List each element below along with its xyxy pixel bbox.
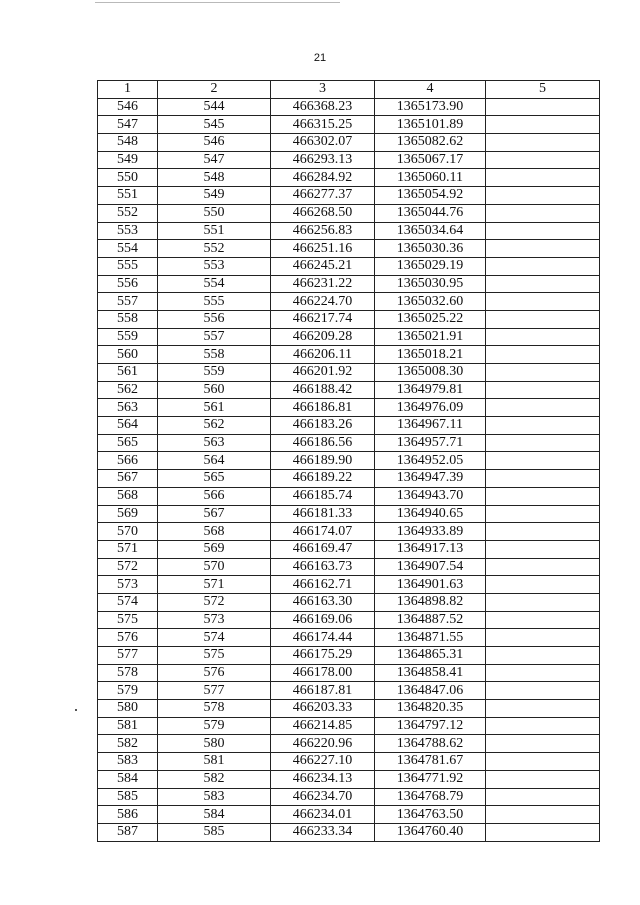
table-cell: 557 (158, 328, 271, 346)
column-header: 1 (98, 81, 158, 99)
table-row (98, 629, 600, 647)
table-cell (486, 116, 600, 134)
table-cell: 546 (158, 134, 271, 152)
table-cell: 582 (98, 735, 158, 753)
table-cell: 555 (98, 257, 158, 275)
table-cell (486, 452, 600, 470)
table-row (98, 523, 600, 541)
table-cell: 1364917.13 (375, 540, 486, 558)
table-cell: 1364947.39 (375, 470, 486, 488)
table-cell: 466183.26 (271, 417, 375, 435)
table-row (98, 346, 600, 364)
table-cell: 577 (158, 682, 271, 700)
table-cell: 547 (158, 151, 271, 169)
table-cell: 466188.42 (271, 381, 375, 399)
table-cell (486, 540, 600, 558)
table-cell: 554 (158, 275, 271, 293)
table-cell: 1365034.64 (375, 222, 486, 240)
table-cell: 1364901.63 (375, 576, 486, 594)
table-cell: 555 (158, 293, 271, 311)
table-cell: 553 (98, 222, 158, 240)
table-cell: 561 (158, 399, 271, 417)
column-header: 5 (486, 81, 600, 99)
table-cell: 560 (98, 346, 158, 364)
table-cell: 466169.47 (271, 540, 375, 558)
table-cell: 1364781.67 (375, 753, 486, 771)
table-cell (486, 647, 600, 665)
table-cell: 565 (158, 470, 271, 488)
table-cell: 572 (158, 593, 271, 611)
table-cell: 552 (98, 204, 158, 222)
table-cell: 1365082.62 (375, 134, 486, 152)
table-cell: 577 (98, 647, 158, 665)
table-cell: 563 (158, 434, 271, 452)
table-row (98, 700, 600, 718)
table-cell: 1364933.89 (375, 523, 486, 541)
table-cell: 568 (98, 487, 158, 505)
table-row (98, 169, 600, 187)
table-cell (486, 257, 600, 275)
table-row (98, 240, 600, 258)
table-cell (486, 417, 600, 435)
table-cell: 1365060.11 (375, 169, 486, 187)
table-cell: 466234.13 (271, 770, 375, 788)
table-cell: 466174.07 (271, 523, 375, 541)
table-cell: 571 (98, 540, 158, 558)
table-cell: 466178.00 (271, 664, 375, 682)
table-cell: 466203.33 (271, 700, 375, 718)
table-cell: 580 (98, 700, 158, 718)
table-cell: 567 (158, 505, 271, 523)
table-cell: 466293.13 (271, 151, 375, 169)
table-row (98, 134, 600, 152)
table-cell (486, 328, 600, 346)
column-header: 4 (375, 81, 486, 99)
table-cell: 565 (98, 434, 158, 452)
table-cell: 1364898.82 (375, 593, 486, 611)
table-cell (486, 240, 600, 258)
table-cell: 584 (98, 770, 158, 788)
table-cell: 1365173.90 (375, 98, 486, 116)
table-cell: 562 (158, 417, 271, 435)
table-cell: 1364887.52 (375, 611, 486, 629)
table-cell: 466186.56 (271, 434, 375, 452)
table-row (98, 434, 600, 452)
table-row (98, 187, 600, 205)
table-cell: 1364768.79 (375, 788, 486, 806)
table-cell (486, 364, 600, 382)
table-row (98, 293, 600, 311)
table-cell: 1365030.95 (375, 275, 486, 293)
table-cell: 466217.74 (271, 310, 375, 328)
table-cell (486, 187, 600, 205)
table-cell: 554 (98, 240, 158, 258)
table-row (98, 487, 600, 505)
table-cell: 564 (98, 417, 158, 435)
table-cell (486, 629, 600, 647)
table-cell: 1364943.70 (375, 487, 486, 505)
table-row (98, 788, 600, 806)
table-cell: 1365025.22 (375, 310, 486, 328)
table-cell: 562 (98, 381, 158, 399)
table-cell: 575 (158, 647, 271, 665)
table-row (98, 381, 600, 399)
table-row (98, 257, 600, 275)
table-cell (486, 346, 600, 364)
table-cell (486, 470, 600, 488)
table-cell (486, 753, 600, 771)
table-cell: 466175.29 (271, 647, 375, 665)
table-cell: 1364820.35 (375, 700, 486, 718)
table-row (98, 576, 600, 594)
table-cell (486, 505, 600, 523)
table-cell: 566 (98, 452, 158, 470)
table-cell: 563 (98, 399, 158, 417)
table-cell: 1365018.21 (375, 346, 486, 364)
table-cell: 466206.11 (271, 346, 375, 364)
table-cell: 573 (158, 611, 271, 629)
table-row (98, 770, 600, 788)
table-cell: 466233.34 (271, 823, 375, 841)
table-cell: 466186.81 (271, 399, 375, 417)
table-row (98, 611, 600, 629)
table-cell (486, 770, 600, 788)
table-cell: 558 (98, 310, 158, 328)
table-row (98, 399, 600, 417)
table-cell: 573 (98, 576, 158, 594)
table-cell: 551 (158, 222, 271, 240)
table-cell: 585 (158, 823, 271, 841)
table-cell: 556 (98, 275, 158, 293)
table-cell: 466220.96 (271, 735, 375, 753)
table-cell: 466185.74 (271, 487, 375, 505)
table-row (98, 593, 600, 611)
table-row (98, 540, 600, 558)
table-cell (486, 717, 600, 735)
table-row (98, 275, 600, 293)
table-cell: 1365032.60 (375, 293, 486, 311)
table-row (98, 204, 600, 222)
table-cell: 544 (158, 98, 271, 116)
table-cell: 1364967.11 (375, 417, 486, 435)
table-row (98, 682, 600, 700)
table-cell: 466181.33 (271, 505, 375, 523)
table-cell: 466231.22 (271, 275, 375, 293)
table-cell: 548 (158, 169, 271, 187)
table-cell (486, 151, 600, 169)
table-cell: 466162.71 (271, 576, 375, 594)
table-cell: 1365067.17 (375, 151, 486, 169)
table-cell: 1365101.89 (375, 116, 486, 134)
table-cell: 466163.30 (271, 593, 375, 611)
table-cell: 1364858.41 (375, 664, 486, 682)
table-row (98, 151, 600, 169)
table-cell: 557 (98, 293, 158, 311)
table-cell (486, 381, 600, 399)
table-cell: 569 (98, 505, 158, 523)
table-cell: 466234.70 (271, 788, 375, 806)
table-cell: 1364771.92 (375, 770, 486, 788)
top-rule (95, 2, 340, 3)
table-cell: 1364865.31 (375, 647, 486, 665)
table-cell: 582 (158, 770, 271, 788)
table-cell: 569 (158, 540, 271, 558)
table-cell (486, 134, 600, 152)
table-cell: 552 (158, 240, 271, 258)
table-row (98, 717, 600, 735)
table-cell: 466189.90 (271, 452, 375, 470)
table-row (98, 116, 600, 134)
table-cell (486, 487, 600, 505)
table-cell: 581 (158, 753, 271, 771)
table-cell (486, 700, 600, 718)
page-number: 21 (313, 52, 327, 64)
table-cell: 578 (98, 664, 158, 682)
table-cell (486, 611, 600, 629)
column-header: 3 (271, 81, 375, 99)
table-cell (486, 576, 600, 594)
table-cell: 466245.21 (271, 257, 375, 275)
table-cell: 466187.81 (271, 682, 375, 700)
table-cell: 578 (158, 700, 271, 718)
table-cell: 570 (158, 558, 271, 576)
table-cell: 466315.25 (271, 116, 375, 134)
table-cell: 1364952.05 (375, 452, 486, 470)
table-cell: 575 (98, 611, 158, 629)
table-row (98, 328, 600, 346)
table-cell: 548 (98, 134, 158, 152)
table-cell: 466169.06 (271, 611, 375, 629)
table-cell: 1364763.50 (375, 806, 486, 824)
table-cell: 571 (158, 576, 271, 594)
table-cell: 1365044.76 (375, 204, 486, 222)
table-cell: 560 (158, 381, 271, 399)
table-cell: 1364940.65 (375, 505, 486, 523)
table-row (98, 222, 600, 240)
table-cell: 1365029.19 (375, 257, 486, 275)
table-cell (486, 293, 600, 311)
table-cell: 1365008.30 (375, 364, 486, 382)
table-cell: 550 (158, 204, 271, 222)
table-body (98, 98, 600, 841)
table-cell: 1364847.06 (375, 682, 486, 700)
table-cell: 466209.28 (271, 328, 375, 346)
table-row (98, 505, 600, 523)
column-header: 2 (158, 81, 271, 99)
table-cell: 466189.22 (271, 470, 375, 488)
table-cell: 466302.07 (271, 134, 375, 152)
table-cell: 1364907.54 (375, 558, 486, 576)
table-cell: 1364979.81 (375, 381, 486, 399)
table-cell: 547 (98, 116, 158, 134)
table-cell (486, 275, 600, 293)
table-cell: 549 (158, 187, 271, 205)
table-row (98, 753, 600, 771)
table-cell: 587 (98, 823, 158, 841)
table-cell: 466214.85 (271, 717, 375, 735)
table-cell: 574 (98, 593, 158, 611)
table-row (98, 452, 600, 470)
table-cell: 586 (98, 806, 158, 824)
table-cell: 466251.16 (271, 240, 375, 258)
table-cell (486, 310, 600, 328)
table-cell: 566 (158, 487, 271, 505)
table-cell: 466234.01 (271, 806, 375, 824)
table-cell: 559 (158, 364, 271, 382)
table-cell: 576 (158, 664, 271, 682)
table-row (98, 823, 600, 841)
table-cell (486, 806, 600, 824)
table-cell (486, 823, 600, 841)
table-cell: 1364871.55 (375, 629, 486, 647)
table-cell (486, 664, 600, 682)
table-cell: 466227.10 (271, 753, 375, 771)
table-cell (486, 204, 600, 222)
table-cell: 570 (98, 523, 158, 541)
table-cell (486, 523, 600, 541)
table-cell: 585 (98, 788, 158, 806)
table-cell: 466174.44 (271, 629, 375, 647)
table-row (98, 558, 600, 576)
table-cell: 583 (98, 753, 158, 771)
table-cell: 567 (98, 470, 158, 488)
table-cell: 466224.70 (271, 293, 375, 311)
table-cell (486, 169, 600, 187)
table-row (98, 364, 600, 382)
table-cell: 466368.23 (271, 98, 375, 116)
table-cell: 1364797.12 (375, 717, 486, 735)
table-row (98, 310, 600, 328)
table-cell: 546 (98, 98, 158, 116)
table-cell: 583 (158, 788, 271, 806)
table-cell (486, 735, 600, 753)
table-cell: 466256.83 (271, 222, 375, 240)
table-cell: 466201.92 (271, 364, 375, 382)
table-row (98, 735, 600, 753)
table-row (98, 98, 600, 116)
scan-speck (75, 709, 77, 711)
table-cell: 466284.92 (271, 169, 375, 187)
table-cell (486, 399, 600, 417)
table-row (98, 470, 600, 488)
table-cell: 466163.73 (271, 558, 375, 576)
table-row (98, 417, 600, 435)
table-cell: 466277.37 (271, 187, 375, 205)
table-cell: 549 (98, 151, 158, 169)
table-cell: 551 (98, 187, 158, 205)
table-cell: 1365030.36 (375, 240, 486, 258)
table-row (98, 647, 600, 665)
table-cell (486, 222, 600, 240)
table-cell: 556 (158, 310, 271, 328)
table-cell: 579 (158, 717, 271, 735)
table-cell: 580 (158, 735, 271, 753)
table-cell: 581 (98, 717, 158, 735)
table-cell: 568 (158, 523, 271, 541)
table-cell (486, 682, 600, 700)
table-cell: 1364976.09 (375, 399, 486, 417)
table-cell: 574 (158, 629, 271, 647)
table-cell: 579 (98, 682, 158, 700)
table-cell: 545 (158, 116, 271, 134)
table-row (98, 664, 600, 682)
table-cell: 584 (158, 806, 271, 824)
table-cell: 1365021.91 (375, 328, 486, 346)
table-cell: 561 (98, 364, 158, 382)
table-cell: 1365054.92 (375, 187, 486, 205)
table-cell: 559 (98, 328, 158, 346)
table-cell (486, 788, 600, 806)
table-cell: 1364957.71 (375, 434, 486, 452)
table-cell: 553 (158, 257, 271, 275)
table-cell: 1364788.62 (375, 735, 486, 753)
table-cell (486, 434, 600, 452)
table-cell: 558 (158, 346, 271, 364)
table-header-row (98, 81, 600, 99)
coordinates-table (97, 80, 600, 842)
table-cell: 1364760.40 (375, 823, 486, 841)
table-cell: 466268.50 (271, 204, 375, 222)
table-cell (486, 98, 600, 116)
table-cell: 576 (98, 629, 158, 647)
table-cell (486, 593, 600, 611)
table-cell: 564 (158, 452, 271, 470)
table-row (98, 806, 600, 824)
table-cell (486, 558, 600, 576)
table-cell: 572 (98, 558, 158, 576)
table-cell: 550 (98, 169, 158, 187)
